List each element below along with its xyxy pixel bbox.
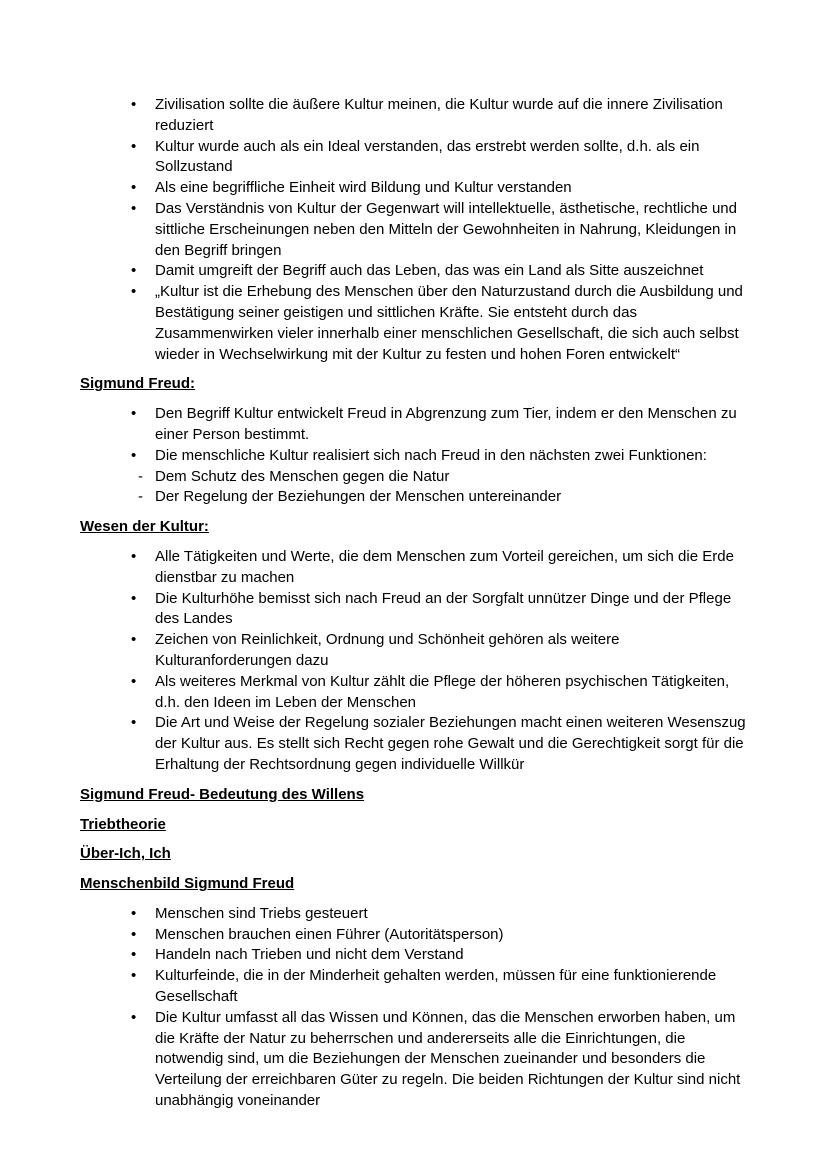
bullet-item-text: Damit umgreift der Begriff auch das Leben, das was ein Land als Sitte auszeichnet [155, 262, 704, 280]
bullet-list [80, 547, 750, 776]
bullet-item [80, 404, 750, 446]
bullet-item [80, 1008, 750, 1112]
dash-subitem: - Der Regelung der Beziehungen der Menschen untereinander [155, 487, 750, 508]
dash-subitem: - Dem Schutz des Menschen gegen die Natur [155, 467, 750, 488]
bullet-item-text: Alle Tätigkeiten und Werte, die dem Menschen zum Vorteil gereichen, um sich die Erde dienstbar zu machen [155, 547, 734, 586]
dash-sublist [155, 467, 750, 509]
bullet-item [80, 630, 750, 672]
bullet-item-text: Den Begriff Kultur entwickelt Freud in Abgrenzung zum Tier, indem er den Menschen zu einer Person bestimmt. [155, 405, 737, 443]
bullet-item-text: „Kultur ist die Erhebung des Menschen über den Naturzustand durch die Ausbildung und Bestätigung seiner geistigen und sittlichen Kräfte. Sie entsteht durch das Zusammenwirken vieler innerhalb einer menschlichen Gesellschaft, die sich auch selbst wieder in Wechselwirkung mit der Kultur zu festen und hohen Foren entwickelt“ [155, 283, 743, 363]
bullet-item [80, 547, 750, 589]
bullet-item [80, 589, 750, 631]
bullet-item [80, 446, 750, 508]
bullet-item-text: Zivilisation sollte die äußere Kultur meinen, die Kultur wurde auf die innere Zivilisation reduziert [155, 96, 723, 134]
bullet-item-text: Als eine begriffliche Einheit wird Bildung und Kultur verstanden [155, 179, 572, 197]
bullet-item [80, 904, 750, 925]
bullet-item-text: Die Kulturhöhe bemisst sich nach Freud an der Sorgfalt unnützer Dinge und der Pflege des Landes [155, 589, 732, 628]
bullet-item-text: Als weiteres Merkmal von Kultur zählt die Pflege der höheren psychischen Tätigkeiten, d.h. den Ideen im Leben der Menschen [155, 672, 730, 711]
bullet-item-text: Das Verständnis von Kultur der Gegenwart will intellektuelle, ästhetische, rechtliche und sittliche Erscheinungen neben den Mitteln der Gewohnheiten in Nahrung, Kleidungen in den Begriff bringen [155, 199, 737, 259]
bullet-item-text: Menschen brauchen einen Führer (Autoritätsperson) [155, 925, 504, 943]
bullet-item [80, 945, 750, 966]
bullet-item-text: Die Kultur umfasst all das Wissen und Können, das die Menschen erworben haben, um die Kräfte der Natur zu beherrschen und andererseits alle die Einrichtungen, die notwendig sind, um die Beziehungen der Menschen zueinander und besonders die Verteilung der erreichbaren Güter zu regeln. Die beiden Richtungen der Kultur sind nicht unabhängig voneinander [155, 1008, 741, 1110]
bullet-item [80, 282, 750, 365]
section-heading: Menschenbild Sigmund Freud [80, 875, 295, 893]
bullet-item [80, 925, 750, 946]
bullet-item-text: Zeichen von Reinlichkeit, Ordnung und Schönheit gehören als weitere Kulturanforderungen dazu [155, 631, 620, 669]
bullet-item [80, 672, 750, 714]
section-heading: Über-Ich, Ich [80, 845, 171, 863]
bullet-item-text: Die menschliche Kultur realisiert sich nach Freud in den nächsten zwei Funktionen: [155, 446, 707, 464]
bullet-item-text: Kultur wurde auch als ein Ideal verstanden, das erstrebt werden sollte, d.h. als ein Sollzustand [155, 137, 700, 176]
section-heading: Sigmund Freud- Bedeutung des Willens [80, 785, 365, 803]
bullet-item [80, 199, 750, 261]
bullet-item [80, 178, 750, 199]
bullet-list [80, 95, 750, 365]
bullet-item [80, 261, 750, 282]
bullet-item-text: Die Art und Weise der Regelung sozialer Beziehungen macht einen weiteren Wesenszug der Kultur aus. Es stellt sich Recht gegen rohe Gewalt und die Gerechtigkeit sorgt für die Erhaltung der Rechtsordnung gegen individuelle Willkür [155, 714, 746, 773]
section-heading: Triebtheorie [80, 815, 166, 833]
bullet-item [80, 966, 750, 1008]
bullet-list [80, 904, 750, 1112]
bullet-item [80, 95, 750, 137]
bullet-item-text: Handeln nach Trieben und nicht dem Verstand [155, 946, 464, 964]
bullet-item [80, 713, 750, 775]
bullet-item [80, 137, 750, 179]
section-heading: Wesen der Kultur: [80, 518, 209, 536]
bullet-item-text: Menschen sind Triebs gesteuert [155, 904, 368, 922]
section-heading: Sigmund Freud: [80, 375, 195, 393]
bullet-list [80, 404, 750, 508]
bullet-item-text: Kulturfeinde, die in der Minderheit gehalten werden, müssen für eine funktionierende Gesellschaft [155, 967, 717, 1006]
